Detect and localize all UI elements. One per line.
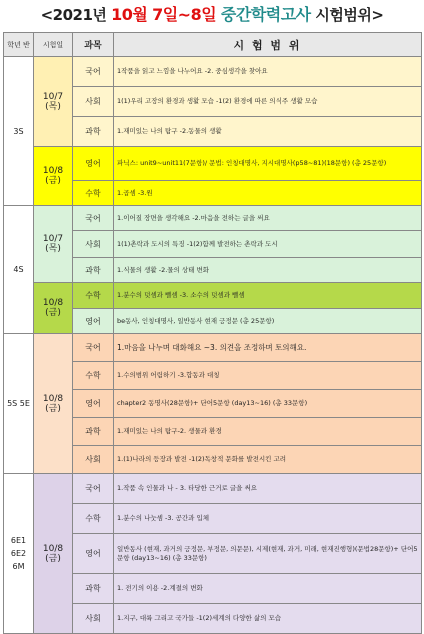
subject-cell: 국어 [73, 334, 114, 362]
subject-cell: 영어 [73, 534, 114, 574]
subject-cell: 수학 [73, 283, 114, 309]
header-grade: 학년 반 [4, 33, 34, 57]
range-cell: 1.재미있는 나의 탐구 -2.동물의 생활 [114, 117, 422, 147]
range-cell: 1(1)우리 고장의 환경과 생활 모습 -1(2) 환경에 따른 의식주 생활 모습 [114, 87, 422, 117]
range-cell: 1.곱셈 -3.원 [114, 181, 422, 206]
range-cell: 1.마음을 나누며 대화해요 ~3. 의견을 조정하며 토의해요. [114, 334, 422, 362]
date-cell: 10/7 (목) [34, 206, 73, 283]
range-cell: 1.지구, 대륙 그리고 국가들 -1(2)세계의 다양한 삶의 모습 [114, 604, 422, 634]
header-date: 시험일 [34, 33, 73, 57]
table-row [4, 334, 422, 362]
range-cell: 1.이어질 장면을 생각해요 -2.마음을 전하는 글을 써요 [114, 206, 422, 231]
title-suffix: 시험범위> [315, 6, 384, 24]
table-row [4, 206, 422, 231]
range-cell: 1작품을 읽고 느낌을 나누어요 -2. 중심생각을 찾아요 [114, 57, 422, 87]
subject-cell: 국어 [73, 474, 114, 504]
header-range: 시 험 범 위 [114, 33, 422, 57]
title-month: 10월 [111, 5, 148, 24]
date-cell: 10/8 (금) [34, 147, 73, 206]
subject-cell: 사회 [73, 231, 114, 258]
range-cell: 1.(1)나라의 등장과 발전 -1(2)독창적 문화를 발전시킨 고려 [114, 446, 422, 474]
range-cell: 1.수의범위 어림하기 -3.합동과 대칭 [114, 362, 422, 390]
table-row [4, 57, 422, 87]
range-cell: 1.재미있는 나의 탐구-2. 생물과 환경 [114, 418, 422, 446]
subject-cell: 과학 [73, 258, 114, 283]
range-cell: 1. 전기의 이용 -2.계절의 변화 [114, 574, 422, 604]
range-cell: 1.작품 속 인물과 나 - 3. 타당한 근거로 글을 써요 [114, 474, 422, 504]
subject-cell: 과학 [73, 117, 114, 147]
range-cell: 파닉스: unit9~unit11(7문항)/ 문법: 인칭대명사, 지시대명사(p58~81)(18문항) (총 25문항) [114, 147, 422, 181]
subject-cell: 국어 [73, 206, 114, 231]
range-cell: chapter2 동명사(28문항)+ 단어5문항 (day13~16) (총 33문항) [114, 390, 422, 418]
range-cell: 일반동사 (현재, 과거의 긍정문, 부정문, 의문문), 시제(현재, 과거, 미래, 현재진행형)(문법28문항)+ 단어5문항 (day13~16) (총 33문항) [114, 534, 422, 574]
title-days: 7일~8일 [152, 5, 217, 24]
date-cell: 10/8 (금) [34, 334, 73, 474]
subject-cell: 영어 [73, 390, 114, 418]
page-title [0, 0, 424, 30]
header-subject: 과목 [73, 33, 114, 57]
date-cell: 10/8 (금) [34, 283, 73, 334]
grade-cell-5: 5S 5E [4, 334, 34, 474]
range-cell: 1.식물의 생활 -2.물의 상태 변화 [114, 258, 422, 283]
subject-cell: 국어 [73, 57, 114, 87]
subject-cell: 수학 [73, 362, 114, 390]
title-exam: 중간학력고사 [220, 5, 311, 24]
grade-cell-3s: 3S [4, 57, 34, 206]
range-cell: 1.분수의 덧셈과 뺄셈 -3. 소수의 덧셈과 뺄셈 [114, 283, 422, 309]
subject-cell: 과학 [73, 574, 114, 604]
subject-cell: 영어 [73, 147, 114, 181]
title-prefix: <2021년 [40, 6, 107, 24]
grade-cell-6: 6E1 6E2 6M [4, 474, 34, 634]
subject-cell: 사회 [73, 446, 114, 474]
subject-cell: 영어 [73, 309, 114, 334]
subject-cell: 과학 [73, 418, 114, 446]
date-cell: 10/7 (목) [34, 57, 73, 147]
table-row [4, 283, 422, 309]
table-header-row [4, 33, 422, 57]
date-cell: 10/8 (금) [34, 474, 73, 634]
subject-cell: 사회 [73, 87, 114, 117]
exam-schedule-table [3, 32, 422, 634]
range-cell: 1(1)촌락과 도시의 특징 -1(2)함께 발전하는 촌락과 도시 [114, 231, 422, 258]
range-cell: be동사, 인칭대명사, 일반동사 현재 긍정문 (총 25문항) [114, 309, 422, 334]
subject-cell: 수학 [73, 181, 114, 206]
subject-cell: 수학 [73, 504, 114, 534]
table-row [4, 474, 422, 504]
range-cell: 1.분수의 나눗셈 -3. 공간과 입체 [114, 504, 422, 534]
table-row [4, 147, 422, 181]
subject-cell: 사회 [73, 604, 114, 634]
grade-cell-4s: 4S [4, 206, 34, 334]
